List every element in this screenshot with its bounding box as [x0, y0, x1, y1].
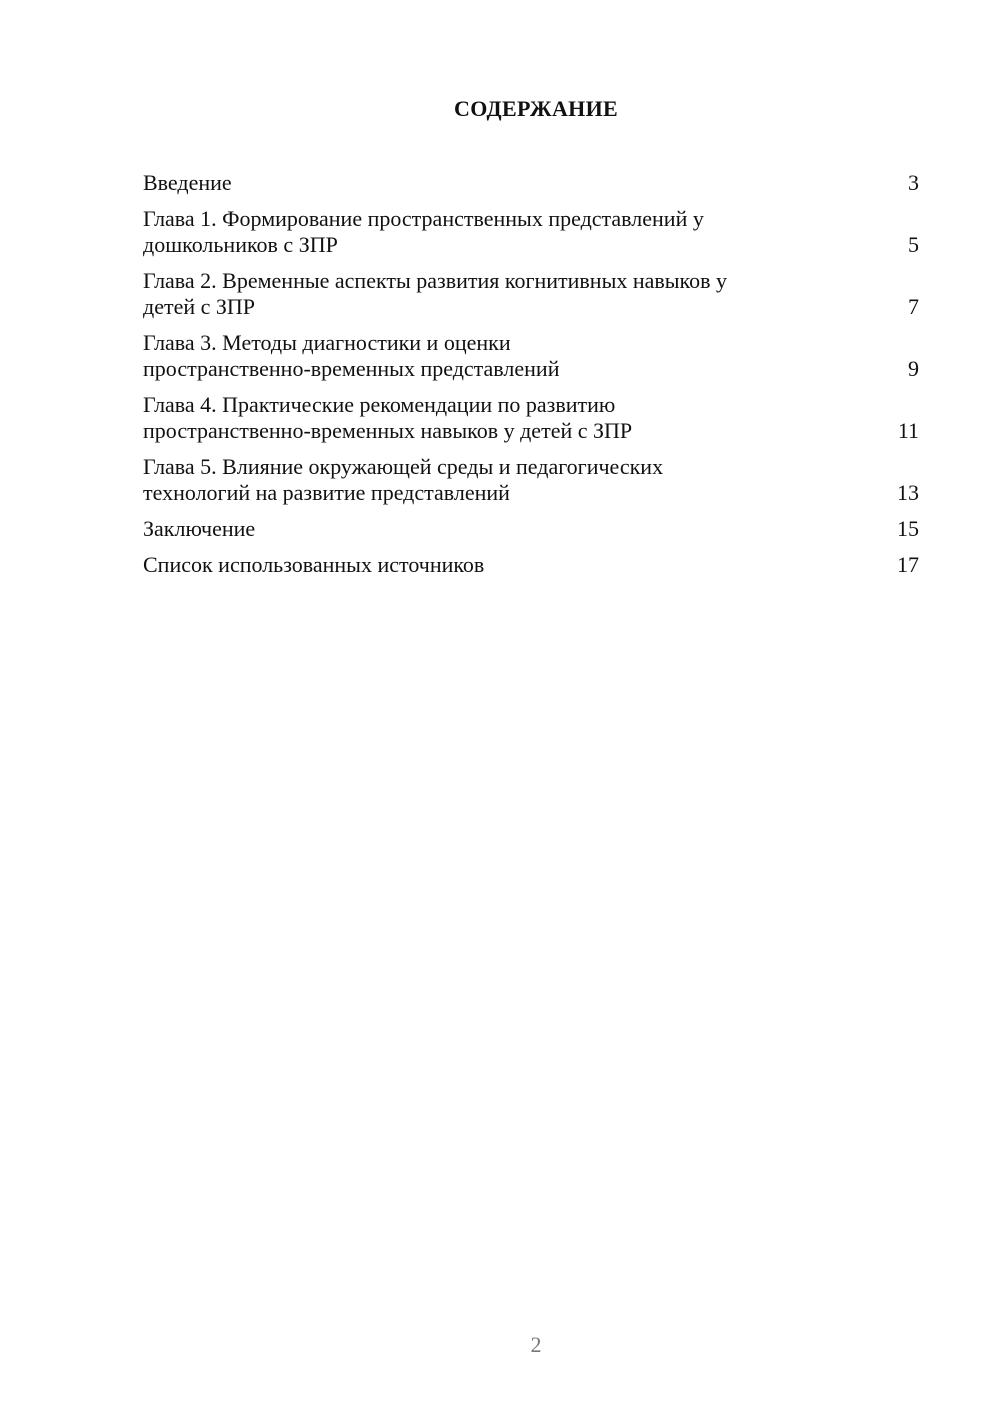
toc-entry-text — [143, 552, 833, 578]
toc-entry-text — [143, 330, 833, 382]
toc-entry-line: дошкольников с ЗПР — [143, 232, 338, 257]
toc-entry-page: 9 — [908, 356, 919, 381]
toc-entry-conclusion — [143, 516, 919, 542]
toc-entry-page: 13 — [897, 480, 919, 505]
toc-entry-line: Заключение — [143, 516, 256, 541]
toc-entry-chapter-2 — [143, 268, 919, 320]
toc-entry-line: детей с ЗПР — [143, 294, 256, 319]
table-of-contents — [143, 170, 919, 588]
toc-entry-text — [143, 392, 833, 444]
toc-entry-line: технологий на развитие представлений — [143, 480, 510, 505]
toc-entry-page: 3 — [908, 170, 919, 195]
toc-entry-line: Введение — [143, 170, 232, 195]
toc-entry-text — [143, 516, 833, 542]
toc-entry-references — [143, 552, 919, 578]
page-number: 2 — [530, 1332, 542, 1357]
toc-entry-line: Глава 2. Временные аспекты развития когнитивных навыков у — [143, 268, 728, 293]
toc-entry-line: пространственно-временных представлений — [143, 356, 560, 381]
toc-entry-text — [143, 206, 833, 258]
toc-entry-text — [143, 268, 833, 320]
toc-entry-text — [143, 170, 833, 196]
toc-entry-page: 15 — [897, 516, 919, 541]
toc-title: СОДЕРЖАНИЕ — [454, 96, 618, 121]
toc-entry-page: 17 — [897, 552, 919, 577]
toc-entry-page: 7 — [908, 294, 919, 319]
toc-entry-introduction — [143, 170, 919, 196]
toc-entry-chapter-4 — [143, 392, 919, 444]
toc-entry-chapter-5 — [143, 454, 919, 506]
toc-entry-line: пространственно-временных навыков у детей с ЗПР — [143, 418, 633, 443]
toc-entry-line: Глава 1. Формирование пространственных представлений у — [143, 206, 704, 231]
toc-entry-line: Глава 5. Влияние окружающей среды и педагогических — [143, 454, 664, 479]
toc-entry-page: 11 — [897, 418, 919, 443]
toc-entry-page: 5 — [908, 232, 919, 257]
toc-entry-chapter-1 — [143, 206, 919, 258]
toc-entry-text — [143, 454, 833, 506]
toc-entry-line: Глава 3. Методы диагностики и оценки — [143, 330, 511, 355]
toc-entry-line: Список использованных источников — [143, 552, 485, 577]
toc-entry-chapter-3 — [143, 330, 919, 382]
toc-entry-line: Глава 4. Практические рекомендации по развитию — [143, 392, 616, 417]
